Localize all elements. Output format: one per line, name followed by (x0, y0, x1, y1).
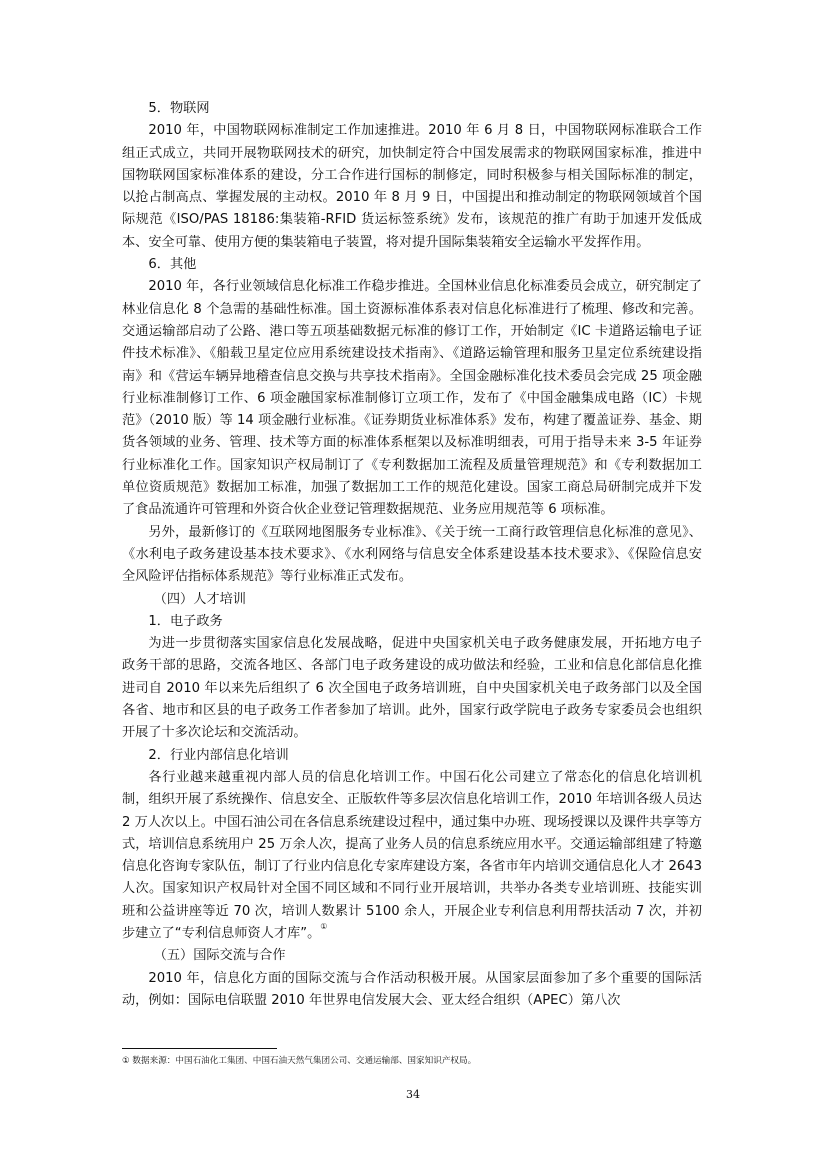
subheading-egov: 1．电子政务 (148, 613, 223, 629)
paragraph-international: 2010 年，信息化方面的国际交流与合作活动积极开展。从国家层面参加了多个重要的国际活动，例如：国际电信联盟 2010 年世界电信发展大会、亚太经合组织（APEC）第八次 (122, 970, 702, 1008)
footnote-divider (122, 1048, 277, 1049)
footnote-marker: ① (320, 921, 328, 931)
paragraph-egov: 为进一步贯彻落实国家信息化发展战略，促进中央国家机关电子政务健康发展，开拓地方电子政务干部的思路，交流各地区、各部门电子政务建设的成功做法和经验，工业和信息化部信息化推进司自 2010 年以来先后组织了 6 次全国电子政务培训班，自中央国家机关电子政务部门以及全国各省、地市和区县的电子政务工作者参加了培训。此外，国家行政学院电子政务专家委员会也组织开展了十多次论坛和交流活动。 (122, 636, 702, 741)
page-number: 34 (406, 1088, 420, 1101)
subheading-industry-training: 2．行业内部信息化培训 (148, 747, 289, 763)
paragraph-industry-training (122, 767, 702, 945)
paragraph-industry-training-text: 各行业越来越重视内部人员的信息化培训工作。中国石化公司建立了常态化的信息化培训机制，组织开展了系统操作、信息安全、正版软件等多层次信息化培训工作，2010 年培训各级人员达 2 万人次以上。中国石油公司在各信息系统建设过程中，通过集中办班、现场授课以及课件共享等方式，培训信息系统用户 25 万余人次，提高了业务人员的信息系统应用水平。交通运输部组建了特邀信息化咨询专家队伍，制订了行业内信息化专家库建设方案，各省市年内培训交通信息化人才 2643 人次。国家知识产权局针对全国不同区域和不同行业开展培训，共举办各类专业培训班、技能实训班和公益讲座等近 70 次，培训人数累计 5100 余人，开展企业专利信息利用帮扶活动 7 次，并初步建立了“专利信息师资人才库”。 (122, 769, 702, 941)
body-text (122, 98, 702, 1012)
paragraph-iot: 2010 年，中国物联网标准制定工作加速推进。2010 年 6 月 8 日，中国物联网标准联合工作组正式成立，共同开展物联网技术的研究，加快制定符合中国发展需求的物联网国家标准，推进中国物联网国家标准体系的建设，分工合作进行国标的制修定，同时积极参与相关国际标准的制定，以抢占制高点、掌握发展的主动权。2010 年 8 月 9 日，中国提出和推动制定的物联网领域首个国际规范《ISO/PAS 18186:集装箱-RFID 货运标签系统》发布，该规范的推广有助于加速开发低成本、安全可靠、使用方便的集装箱电子装置，将对提升国际集装箱安全运输水平发挥作用。 (122, 123, 702, 250)
section-heading-international: （五）国际交流与合作 (153, 948, 286, 964)
paragraph-other-1: 2010 年，各行业领域信息化标准工作稳步推进。全国林业信息化标准委员会成立，研究制定了林业信息化 8 个急需的基础性标准。国土资源标准体系表对信息化标准进行了梳理、修改和完善。交通运输部启动了公路、港口等五项基础数据元标准的修订工作，开始制定《IC 卡道路运输电子证件技术标准》、《船载卫星定位应用系统建设技术指南》、《道路运输管理和服务卫星定位系统建设指南》和《营运车辆异地稽查信息交换与共享技术指南》。全国金融标准化技术委员会完成 25 项金融行业标准制修订工作、6 项金融国家标准制修订立项工作，发布了《中国金融集成电路（IC）卡规范》（2010 版）等 14 项金融行业标准。《证券期货业标准体系》发布，构建了覆盖证券、基金、期货各领域的业务、管理、技术等方面的标准体系框架以及标准明细表，可用于指导未来 3-5 年证券行业标准化工作。国家知识产权局制订了《专利数据加工流程及质量管理规范》和《专利数据加工单位资质规范》数据加工标准，加强了数据加工工作的规范化建设。国家工商总局研制完成并下发了食品流通许可管理和外资合伙企业登记管理数据规范、业务应用规范等 6 项标准。 (122, 279, 702, 518)
section-heading-training: （四）人才培训 (153, 591, 246, 607)
footnote: ① 数据来源：中国石油化工集团、中国石油天然气集团公司、交通运输部、国家知识产权局。 (122, 1056, 477, 1066)
subheading-other: 6．其他 (148, 257, 197, 273)
paragraph-other-2: 另外，最新修订的《互联网地图服务专业标准》、《关于统一工商行政管理信息化标准的意见》、《水利电子政务建设基本技术要求》、《水利网络与信息安全体系建设基本技术要求》、《保险信息安全风险评估指标体系规范》等行业标准正式发布。 (122, 524, 702, 585)
subheading-iot: 5．物联网 (148, 101, 210, 116)
